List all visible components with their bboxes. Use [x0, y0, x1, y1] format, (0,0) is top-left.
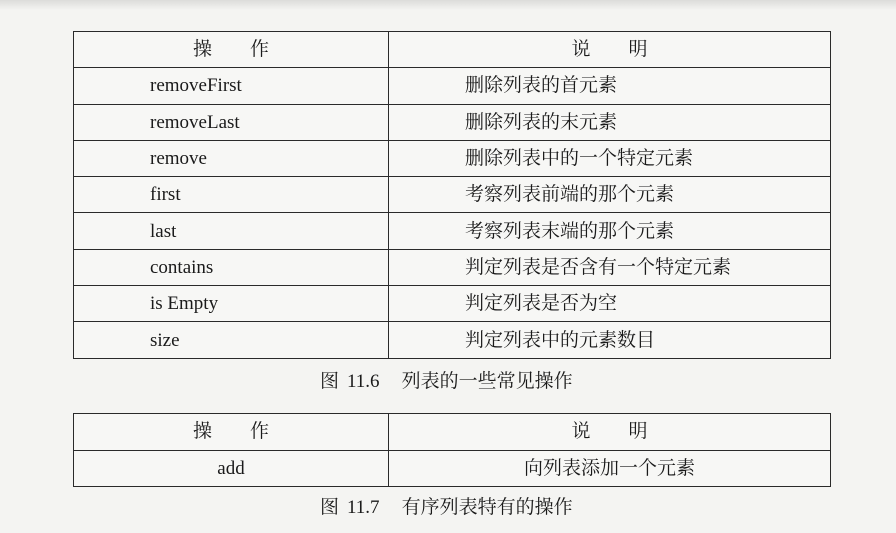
caption-label: 图 — [320, 371, 340, 392]
caption-label: 图 — [320, 497, 340, 518]
table-row — [74, 177, 831, 213]
caption-number: 11.6 — [347, 371, 380, 392]
top-rule — [0, 0, 896, 10]
operation-cell: last — [74, 213, 389, 249]
table-row — [74, 450, 831, 487]
caption-text: 列表的一些常见操作 — [401, 371, 573, 392]
operation-cell: size — [74, 322, 389, 358]
figure-caption — [320, 372, 573, 391]
table-row — [74, 104, 831, 140]
operation-cell: add — [74, 450, 389, 487]
description-cell: 删除列表的首元素 — [389, 68, 831, 104]
table-row — [74, 286, 831, 322]
description-cell: 考察列表末端的那个元素 — [389, 213, 831, 249]
operation-cell: is Empty — [74, 286, 389, 322]
table-row — [74, 140, 831, 176]
description-column-header: 说 明 — [389, 414, 831, 451]
description-cell: 删除列表中的一个特定元素 — [389, 140, 831, 176]
table-row — [74, 68, 831, 104]
description-cell: 判定列表是否含有一个特定元素 — [389, 249, 831, 285]
caption-text: 有序列表特有的操作 — [401, 497, 573, 518]
caption-number: 11.7 — [347, 497, 380, 518]
operation-cell: remove — [74, 140, 389, 176]
description-cell: 判定列表中的元素数目 — [389, 322, 831, 358]
operation-cell: first — [74, 177, 389, 213]
description-column-header: 说 明 — [389, 32, 831, 68]
description-cell: 考察列表前端的那个元素 — [389, 177, 831, 213]
description-cell: 判定列表是否为空 — [389, 286, 831, 322]
table-header-row — [74, 32, 831, 68]
operation-column-header: 操 作 — [74, 414, 389, 451]
operation-cell: removeLast — [74, 104, 389, 140]
operation-column-header: 操 作 — [74, 32, 389, 68]
table-row — [74, 213, 831, 249]
operation-cell: removeFirst — [74, 68, 389, 104]
operation-cell: contains — [74, 249, 389, 285]
table-row — [74, 249, 831, 285]
description-cell: 删除列表的末元素 — [389, 104, 831, 140]
description-cell: 向列表添加一个元素 — [389, 450, 831, 487]
sorted-list-operations-table — [73, 413, 831, 487]
table-header-row — [74, 414, 831, 451]
table-row — [74, 322, 831, 358]
list-operations-table — [73, 31, 831, 359]
figure-caption — [320, 498, 573, 517]
